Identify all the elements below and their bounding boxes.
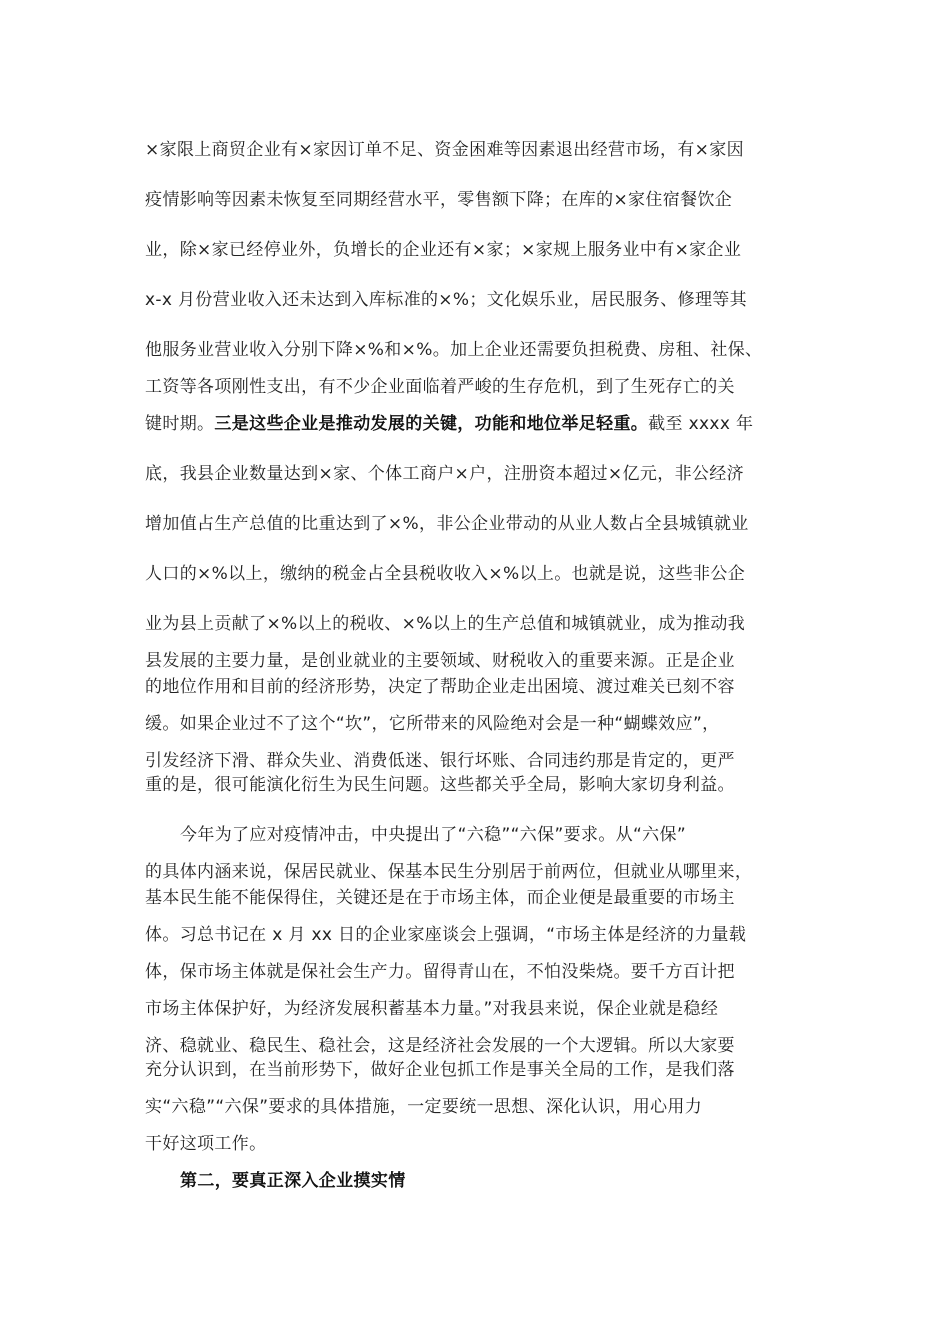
text-line: 增加值占生产总值的比重达到了×%，非公企业带动的从业人数占全县城镇就业 <box>145 514 749 534</box>
text-line: ×家限上商贸企业有×家因订单不足、资金困难等因素退出经营市场，有×家因 <box>145 140 744 160</box>
text-line: 基本民生能不能保得住，关键还是在于市场主体，而企业便是最重要的市场主 <box>145 888 735 908</box>
text-line: 缓。如果企业过不了这个“坎”，它所带来的风险绝对会是一种“蝴蝶效应”， <box>145 714 720 734</box>
text-run: 截至 xxxx 年 <box>648 414 754 434</box>
text-line: 业为县上贡献了×%以上的税收、×%以上的生产总值和城镇就业，成为推动我 <box>145 614 746 634</box>
text-line: 的地位作用和目前的经济形势，决定了帮助企业走出困境、渡过难关已刻不容 <box>145 677 735 697</box>
text-run: 键时期。 <box>145 414 215 434</box>
text-line: 工资等各项刚性支出，有不少企业面临着严峻的生存危机，到了生死存亡的关 <box>145 377 735 397</box>
text-line: 今年为了应对疫情冲击，中央提出了“六稳”“六保”要求。从“六保” <box>180 825 687 845</box>
text-line: 体，保市场主体就是保社会生产力。留得青山在，不怕没柴烧。要千方百计把 <box>145 962 735 982</box>
emphasis-text: 三是这些企业是推动发展的关键，功能和地位举足轻重。 <box>214 414 649 434</box>
text-line: 重的是，很可能演化衍生为民生问题。这些都关乎全局，影响大家切身利益。 <box>145 775 735 795</box>
text-line-mixed <box>145 413 805 435</box>
text-line: 的具体内涵来说，保居民就业、保基本民生分别居于前两位，但就业从哪里来， <box>145 862 753 882</box>
text-line: 业，除×家已经停业外，负增长的企业还有×家；×家规上服务业中有×家企业 <box>145 240 742 260</box>
text-line: 底，我县企业数量达到×家、个体工商户×户，注册资本超过×亿元，非公经济 <box>145 464 744 484</box>
text-line: 充分认识到，在当前形势下，做好企业包抓工作是事关全局的工作，是我们落 <box>145 1060 735 1080</box>
text-line: 市场主体保护好，为经济发展积蓄基本力量。”对我县来说，保企业就是稳经 <box>145 999 719 1019</box>
text-line: 引发经济下滑、群众失业、消费低迷、银行坏账、合同违约那是肯定的，更严 <box>145 751 735 771</box>
text-line: 县发展的主要力量，是创业就业的主要领域、财税收入的重要来源。正是企业 <box>145 651 735 671</box>
text-line: x-x 月份营业收入还未达到入库标准的×%；文化娱乐业，居民服务、修理等其 <box>145 290 748 310</box>
text-line: 干好这项工作。 <box>145 1134 267 1154</box>
text-line: 体。习总书记在 x 月 xx 日的企业家座谈会上强调，“市场主体是经济的力量载 <box>145 925 747 945</box>
text-line: 济、稳就业、稳民生、稳社会，这是经济社会发展的一个大逻辑。所以大家要 <box>145 1036 735 1056</box>
section-heading: 第二，要真正深入企业摸实情 <box>180 1171 406 1191</box>
text-line: 疫情影响等因素未恢复至同期经营水平，零售额下降；在库的×家住宿餐饮企 <box>145 190 733 210</box>
text-line: 实“六稳”“六保”要求的具体措施，一定要统一思想、深化认识，用心用力 <box>145 1097 703 1117</box>
text-line: 他服务业营业收入分别下降×%和×%。加上企业还需要负担税费、房租、社保、 <box>145 340 763 360</box>
text-line: 人口的×%以上，缴纳的税金占全县税收收入×%以上。也就是说，这些非公企 <box>145 564 746 584</box>
